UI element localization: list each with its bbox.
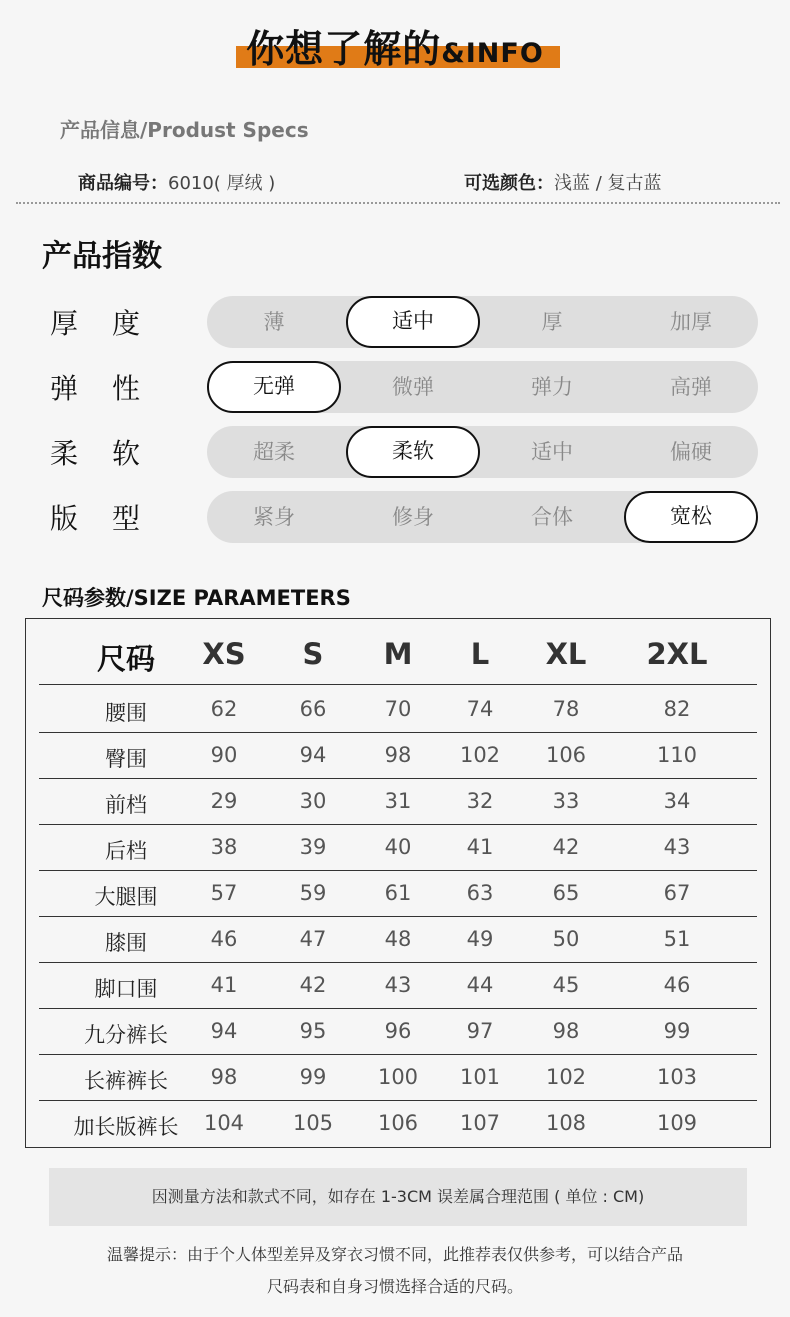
table-cell: 40: [384, 835, 412, 859]
table-cell: 100: [377, 1065, 419, 1089]
index-row-label: 柔软: [50, 437, 175, 470]
measurement-note: 因测量方法和款式不同，如存在 1-3CM 误差属合理范围 ( 单位 : CM): [49, 1168, 747, 1226]
table-cell: 42: [299, 973, 327, 997]
table-cell: 94: [210, 1019, 238, 1043]
dotted-divider: [16, 202, 780, 204]
table-cell: 43: [384, 973, 412, 997]
table-cell: 82: [663, 697, 691, 721]
table-cell: 38: [210, 835, 238, 859]
table-cell: 94: [299, 743, 327, 767]
table-cell: 99: [299, 1065, 327, 1089]
table-cell: 47: [299, 927, 327, 951]
table-cell: 32: [466, 789, 494, 813]
page-header: [0, 14, 790, 74]
size-header: L: [470, 637, 490, 671]
measurement-name: 长裤裤长: [84, 1069, 168, 1093]
product-color-label: 可选颜色：: [464, 173, 554, 194]
product-code-value: 6010( 厚绒 ): [168, 173, 276, 194]
index-option: 超柔: [253, 440, 295, 464]
index-option-selected: 柔软: [346, 426, 480, 478]
table-cell: 90: [210, 743, 238, 767]
table-row: [26, 733, 769, 779]
table-cell: 63: [466, 881, 494, 905]
title-en: &INFO: [441, 38, 544, 69]
index-option: 加厚: [670, 310, 712, 334]
table-cell: 78: [552, 697, 580, 721]
table-cell: 110: [656, 743, 698, 767]
table-cell: 96: [384, 1019, 412, 1043]
product-index-title: 产品指数: [42, 239, 162, 274]
index-option: 厚: [541, 310, 563, 334]
table-cell: 101: [459, 1065, 501, 1089]
index-option: 薄: [263, 310, 285, 334]
table-cell: 95: [299, 1019, 327, 1043]
measurement-name: 前档: [105, 793, 147, 817]
page-title: [0, 18, 790, 73]
product-colors: [464, 169, 662, 195]
table-row: [26, 687, 769, 733]
measurement-name: 臀围: [105, 747, 147, 771]
measurement-name: 后档: [105, 839, 147, 863]
size-header: XS: [202, 637, 246, 671]
size-header: XL: [545, 637, 587, 671]
measurement-name: 膝围: [105, 931, 147, 955]
table-row: [26, 963, 769, 1009]
table-cell: 106: [545, 743, 587, 767]
table-cell: 107: [459, 1111, 501, 1135]
table-cell: 41: [210, 973, 238, 997]
index-option: 微弹: [392, 375, 434, 399]
table-cell: 66: [299, 697, 327, 721]
index-row-label: 弹性: [50, 372, 175, 405]
table-cell: 62: [210, 697, 238, 721]
index-scale: [207, 426, 758, 478]
size-table: [25, 618, 771, 1148]
table-cell: 43: [663, 835, 691, 859]
index-option-selected: 宽松: [624, 491, 758, 543]
table-cell: 98: [210, 1065, 238, 1089]
title-cn: 你想了解的: [246, 27, 442, 71]
index-row: [0, 296, 790, 348]
measurement-name: 腰围: [105, 701, 147, 725]
table-cell: 41: [466, 835, 494, 859]
table-row: [26, 1101, 769, 1147]
table-cell: 74: [466, 697, 494, 721]
index-row: [0, 426, 790, 478]
table-cell: 44: [466, 973, 494, 997]
table-cell: 61: [384, 881, 412, 905]
size-header: 2XL: [646, 637, 708, 671]
measurement-name: 九分裤长: [84, 1023, 168, 1047]
index-row-label: 厚度: [50, 307, 175, 340]
index-option-selected: 适中: [346, 296, 480, 348]
table-cell: 65: [552, 881, 580, 905]
table-cell: 51: [663, 927, 691, 951]
size-header-label: 尺码: [96, 642, 155, 676]
size-table-header: [26, 619, 769, 685]
table-cell: 57: [210, 881, 238, 905]
table-cell: 99: [663, 1019, 691, 1043]
table-cell: 48: [384, 927, 412, 951]
table-cell: 104: [203, 1111, 245, 1135]
index-option: 高弹: [670, 375, 712, 399]
header-divider: [39, 684, 757, 685]
table-cell: 103: [656, 1065, 698, 1089]
table-row: [26, 871, 769, 917]
size-parameters-title: 尺码参数/SIZE PARAMETERS: [42, 586, 351, 610]
table-cell: 49: [466, 927, 494, 951]
table-cell: 70: [384, 697, 412, 721]
table-cell: 29: [210, 789, 238, 813]
product-code-label: 商品编号：: [78, 173, 168, 194]
size-header: M: [383, 637, 413, 671]
index-option: 修身: [392, 505, 434, 529]
index-row: [0, 491, 790, 543]
table-cell: 97: [466, 1019, 494, 1043]
table-row: [26, 917, 769, 963]
table-cell: 42: [552, 835, 580, 859]
table-cell: 31: [384, 789, 412, 813]
table-cell: 98: [552, 1019, 580, 1043]
product-code: [78, 169, 275, 195]
table-cell: 108: [545, 1111, 587, 1135]
table-cell: 109: [656, 1111, 698, 1135]
table-cell: 39: [299, 835, 327, 859]
index-option: 合体: [531, 505, 573, 529]
tip-line-2: 尺码表和自身习惯选择合适的尺码。: [266, 1277, 523, 1296]
measurement-name: 脚口围: [94, 977, 158, 1001]
table-cell: 33: [552, 789, 580, 813]
table-row: [26, 1055, 769, 1101]
table-row: [26, 779, 769, 825]
size-header: S: [302, 637, 324, 671]
index-scale: [207, 361, 758, 413]
table-cell: 105: [292, 1111, 334, 1135]
table-row: [26, 1009, 769, 1055]
index-row-label: 版型: [50, 502, 175, 535]
measurement-name: 加长版裤长: [73, 1115, 179, 1139]
index-option-selected: 无弹: [207, 361, 341, 413]
table-cell: 46: [663, 973, 691, 997]
product-color-value: 浅蓝 / 复古蓝: [554, 173, 662, 194]
table-cell: 59: [299, 881, 327, 905]
table-cell: 45: [552, 973, 580, 997]
index-scale: [207, 491, 758, 543]
product-specs-label: 产品信息/Produst Specs: [60, 118, 309, 142]
table-cell: 102: [459, 743, 501, 767]
table-row: [26, 825, 769, 871]
index-option: 紧身: [253, 505, 295, 529]
table-cell: 106: [377, 1111, 419, 1135]
table-cell: 46: [210, 927, 238, 951]
index-row: [0, 361, 790, 413]
table-cell: 34: [663, 789, 691, 813]
index-option: 偏硬: [670, 440, 712, 464]
table-cell: 50: [552, 927, 580, 951]
table-cell: 102: [545, 1065, 587, 1089]
measurement-name: 大腿围: [94, 885, 158, 909]
table-cell: 30: [299, 789, 327, 813]
index-scale: [207, 296, 758, 348]
table-cell: 98: [384, 743, 412, 767]
index-option: 弹力: [531, 375, 573, 399]
table-cell: 67: [663, 881, 691, 905]
index-option: 适中: [531, 440, 573, 464]
tip-line-1: 温馨提示：由于个人体型差异及穿衣习惯不同，此推荐表仅供参考，可以结合产品: [106, 1245, 683, 1264]
